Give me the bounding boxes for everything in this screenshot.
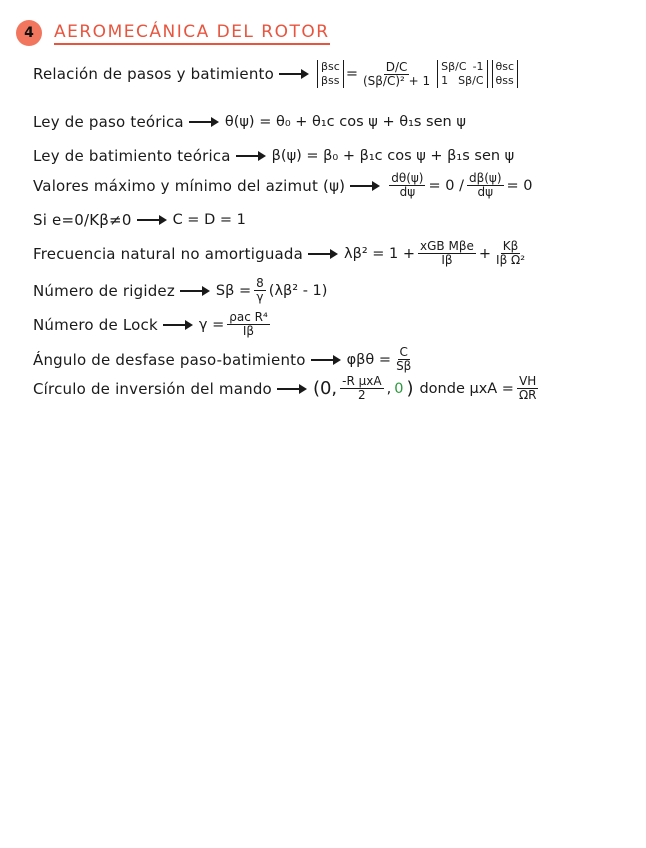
fraction-num: D/C [385, 59, 408, 74]
arrow-icon [350, 180, 380, 192]
row-label: Número de Lock [33, 315, 158, 334]
formula: θ(ψ) = θ₀ + θ₁c cos ψ + θ₁s sen ψ [224, 114, 466, 130]
matrix-s [437, 60, 487, 88]
formula-part: φβθ = [346, 351, 392, 368]
row-valores-azimut [33, 172, 533, 199]
row-label: Ángulo de desfase paso-batimiento [33, 350, 306, 369]
fraction [254, 277, 266, 304]
arrow-icon [189, 116, 219, 128]
formula-part: = 0 [506, 177, 533, 194]
fraction-den: ΩR [518, 388, 537, 402]
arrow-icon [236, 150, 266, 162]
row-si-e [33, 211, 246, 229]
formula-part: 0 [394, 380, 404, 397]
matrix-cell: βsc [321, 60, 340, 73]
formula-part: donde μxA = [419, 380, 514, 397]
arrow-icon [277, 383, 307, 395]
formula-part: (λβ² - 1) [268, 282, 328, 299]
fraction [517, 375, 539, 402]
fraction-den: Iβ [441, 253, 453, 267]
row-ley-paso [33, 113, 466, 131]
fraction-num: dβ(ψ) [468, 171, 502, 185]
fraction [361, 61, 432, 88]
row-lock [33, 311, 273, 338]
fraction-num: Kβ [502, 239, 519, 253]
row-label: Ley de paso teórica [33, 113, 184, 131]
matrix-beta [317, 60, 344, 88]
row-label: Ley de batimiento teórica [33, 147, 231, 165]
row-label: Si e=0/Kβ≠0 [33, 211, 132, 229]
fraction-num: 8 [256, 276, 264, 290]
row-label: Círculo de inversión del mando [33, 379, 272, 398]
fraction [389, 172, 425, 199]
fraction-num: dθ(ψ) [391, 171, 424, 185]
formula-part: Sβ = [215, 282, 252, 299]
fraction-den: Iβ Ω² [496, 253, 526, 267]
section-number-badge [16, 20, 42, 46]
matrix-cell: 1 [441, 74, 449, 87]
formula-part: + [478, 245, 492, 262]
fraction-num: xGB Mβe [420, 239, 474, 253]
formula-part: , [386, 380, 392, 397]
equals-sign: = [345, 66, 358, 82]
arrow-icon [163, 319, 193, 331]
row-label: Valores máximo y mínimo del azimut (ψ) [33, 176, 346, 195]
fraction [494, 240, 527, 267]
matrix-cell: Sβ/C [458, 74, 484, 87]
fraction-den: Iβ [242, 324, 255, 338]
section-number: 4 [24, 25, 34, 41]
fraction [418, 240, 476, 267]
matrix-cell: -1 [472, 60, 484, 73]
formula-part: γ = [198, 316, 225, 333]
arrow-icon [137, 214, 167, 226]
fraction-den: dψ [477, 185, 494, 199]
fraction-num: VH [519, 374, 537, 388]
matrix-cell: βss [321, 74, 340, 87]
formula: β(ψ) = β₀ + β₁c cos ψ + β₁s sen ψ [271, 148, 515, 164]
fraction-num: -R μxA [342, 374, 382, 388]
formula-part: λβ² = 1 + [344, 245, 416, 262]
matrix-cell: θsc [495, 60, 515, 73]
fraction-den: γ [256, 290, 264, 304]
fraction-den: (Sβ/C)² + 1 [362, 73, 431, 88]
arrow-icon [311, 354, 341, 366]
formula: C = D = 1 [172, 212, 246, 228]
row-desfase [33, 346, 416, 373]
row-circulo [33, 375, 541, 402]
fraction-den: dψ [399, 185, 416, 199]
matrix-theta [492, 60, 519, 88]
fraction [467, 172, 504, 199]
fraction [227, 311, 270, 338]
fraction [340, 375, 383, 402]
arrow-icon [308, 248, 338, 260]
row-ley-batimiento [33, 147, 514, 165]
matrix-cell: θss [495, 74, 514, 87]
fraction-num: ρac R⁴ [229, 310, 268, 324]
fraction-den: 2 [358, 388, 366, 402]
row-label: Frecuencia natural no amortiguada [33, 244, 304, 263]
row-label: Relación de pasos y batimiento [33, 65, 274, 83]
arrow-icon [279, 68, 309, 80]
row-rigidez [33, 277, 327, 304]
row-label: Número de rigidez [33, 281, 175, 300]
section-title: AEROMECÁNICA DEL ROTOR [54, 22, 330, 45]
formula-part: (0, [312, 378, 338, 399]
fraction-den: Sβ [396, 359, 412, 373]
fraction [394, 346, 413, 373]
row-frecuencia [33, 240, 530, 267]
arrow-icon [180, 285, 210, 297]
matrix-cell: Sβ/C [441, 60, 467, 73]
formula-part: = 0 / [428, 177, 464, 194]
row-relacion [33, 60, 520, 88]
formula-part: ) [406, 378, 414, 399]
fraction-num: C [399, 345, 408, 359]
